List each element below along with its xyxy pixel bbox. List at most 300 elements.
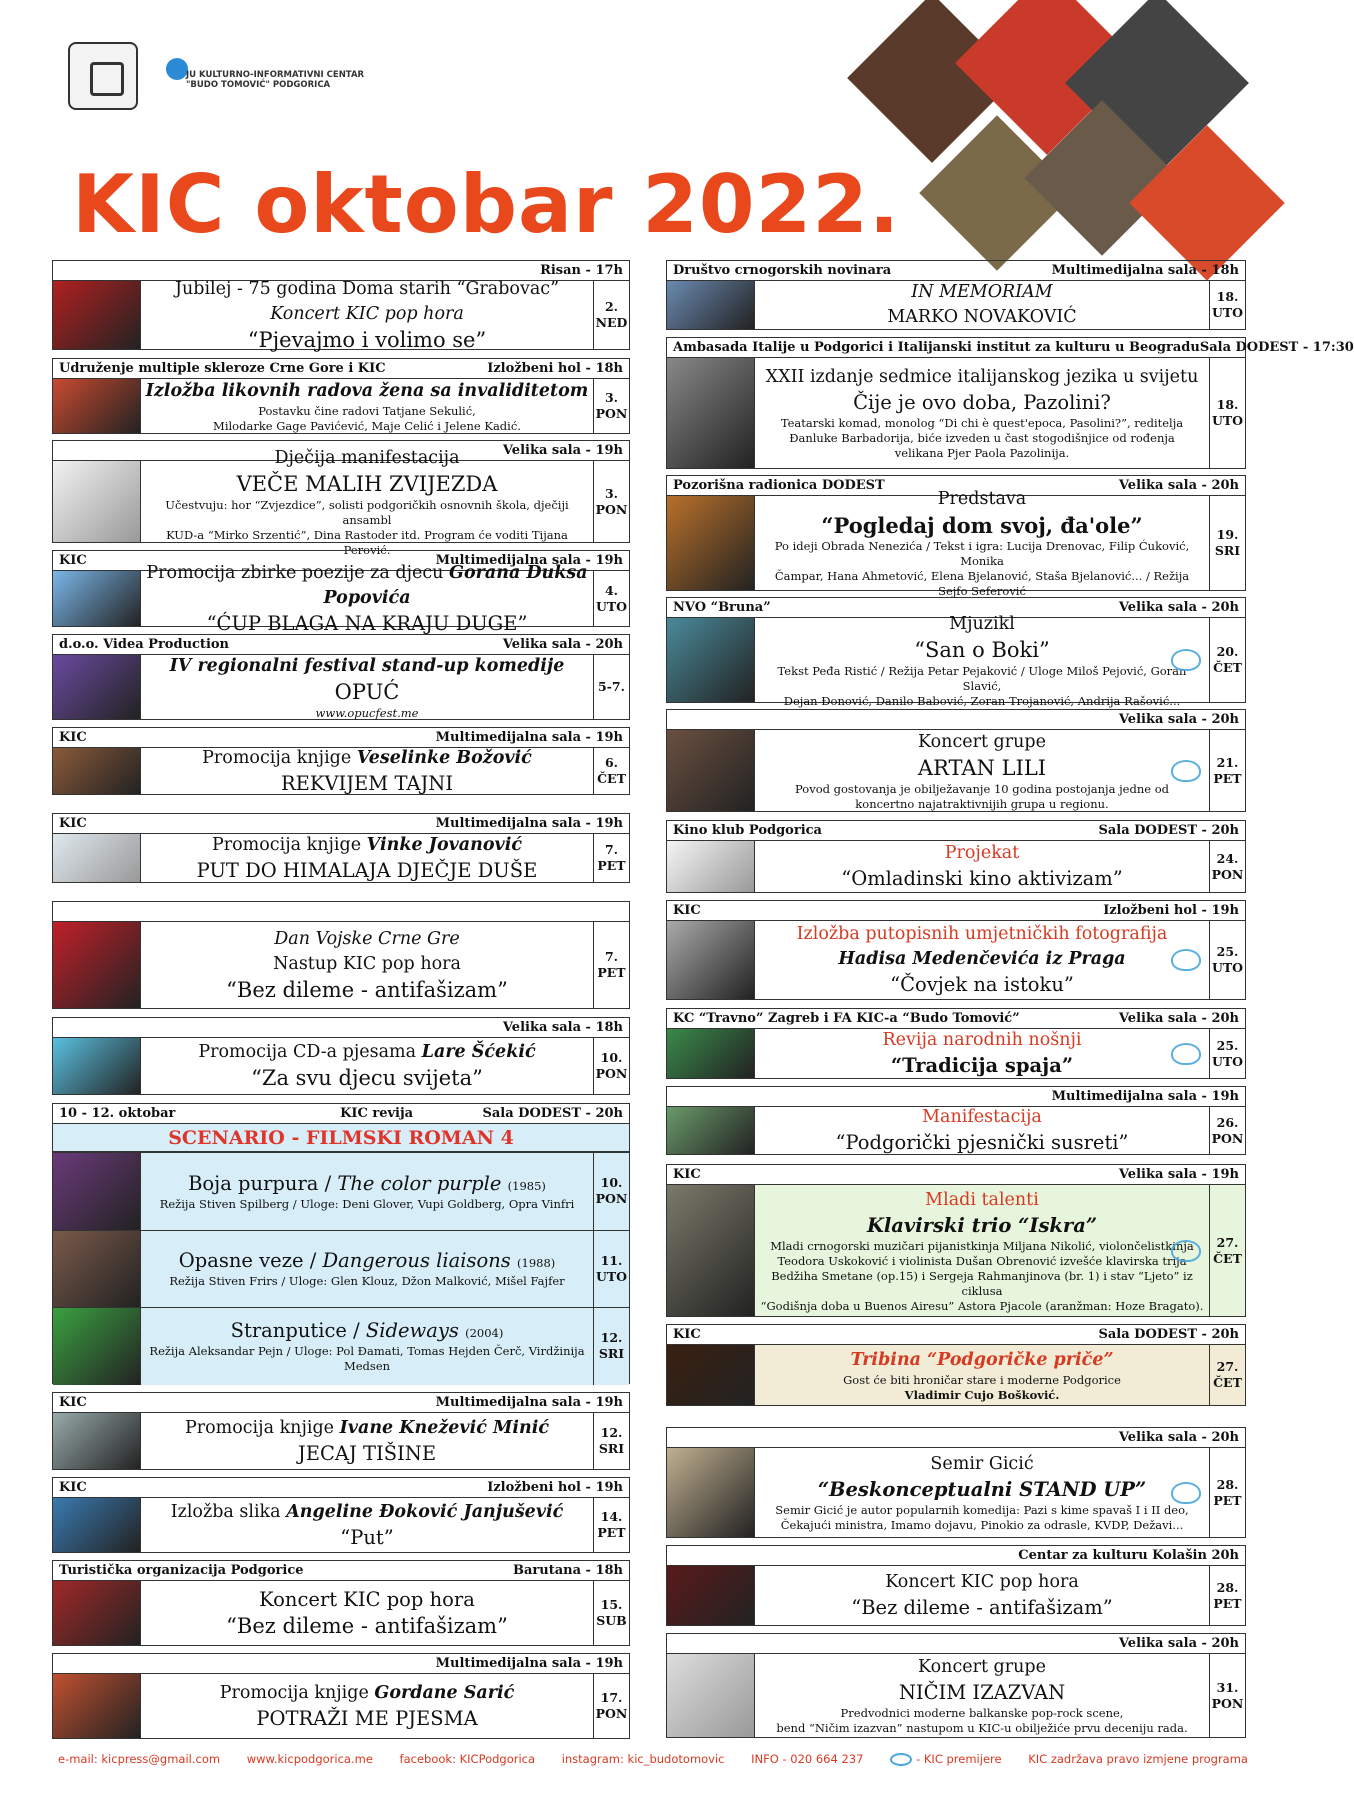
org-line-1: JU KULTURNO-INFORMATIVNI CENTAR [186,70,365,80]
event-card[interactable] [666,900,1246,1000]
logo-area [68,42,368,114]
event-card[interactable] [666,1086,1246,1155]
film-separator: / [303,1249,323,1273]
event-card[interactable] [666,1427,1246,1538]
film-day-name: PON [595,1191,628,1207]
film-review-banner: SCENARIO - FILMSKI ROMAN 4 [53,1124,629,1152]
event-text-line: NIČIM IZAZVAN [898,1681,1066,1704]
event-date-number: 10. [600,1050,623,1065]
event-text-line [198,1040,535,1065]
event-date [1209,730,1245,811]
event-venue-time: Centar za kulturu Kolašin 20h [1018,1548,1239,1563]
event-thumbnail [53,1498,141,1552]
event-text-line: JECAJ TIŠINE [297,1441,437,1465]
event-organizer [59,1654,436,1673]
event-text-line: Izložba putopisnih umjetničkih fotografija [796,924,1168,944]
event-organizer: KIC [59,730,87,745]
event-venue-time: Velika sala - 20h [502,637,623,652]
film-date [593,1231,629,1308]
event-text-line: Izložba likovnih radova žena sa invaliditetom [145,380,589,401]
event-thumbnail [53,1674,141,1738]
event-venue-time: Risan - 17h [540,263,623,278]
event-date [1209,1448,1245,1537]
film-separator: / [346,1319,366,1343]
event-card[interactable] [666,475,1246,598]
event-date [1209,921,1245,999]
event-body [667,1107,1245,1154]
event-card[interactable] [52,813,630,883]
event-date [593,1581,629,1645]
film-date [593,1153,629,1230]
event-card[interactable] [52,1477,630,1553]
event-text-line: “Pjevajmo i volimo se” [247,327,487,352]
event-thumbnail [53,748,141,794]
event-card[interactable] [52,634,630,720]
event-card[interactable] [666,1633,1246,1738]
event-text-part: Promocija knjige [184,1417,335,1438]
event-body [667,489,1245,598]
event-date [1209,358,1245,468]
footer-premiere-legend [890,1752,1002,1766]
event-text-line: Gost će biti hroničar stare i moderne Podgorice [843,1372,1121,1387]
event-text-line: “Godišnja doba u Buenos Airesu” Astora Pjacole (aranžman: Hoze Bragato). [760,1298,1204,1313]
film-title-line [231,1318,504,1344]
event-day-name: SUB [596,1613,627,1628]
event-text-part: Promocija CD-a pjesama [198,1042,417,1062]
film-thumbnail [53,1231,141,1308]
event-text-line: Manifestacija [922,1107,1042,1127]
event-organizer: KIC [59,553,87,568]
event-thumbnail [667,281,755,329]
event-date [593,379,629,433]
event-text-part: Ivane Knežević Minić [339,1417,550,1438]
event-date-number: 26. [1216,1114,1239,1130]
event-content [755,1107,1209,1154]
event-organizer [673,1634,1119,1653]
event-header [53,359,629,379]
event-content [141,1498,593,1552]
premiere-heart-icon [1171,1043,1201,1065]
event-text-line: Koncert KIC pop hora [885,1572,1079,1592]
event-thumbnail [667,618,755,702]
event-date-number: 20. [1216,644,1239,659]
event-text-line: “ĆUP BLAGA NA KRAJU DUGE” [206,611,528,635]
event-thumbnail [667,1345,755,1405]
event-header [53,814,629,834]
footer [58,1752,1248,1766]
premiere-label: - KIC premijere [916,1752,1002,1766]
event-card[interactable] [666,337,1354,469]
event-day-name: SRI [598,1441,625,1456]
event-text-line: koncertno najatraktivnijih grupa u regionu. [855,796,1109,811]
header-photo-mosaic [832,28,1244,260]
event-date [593,281,629,349]
event-date-number: 24. [1216,850,1239,866]
event-day-name: PON [595,1706,628,1721]
event-text-line: Mladi talenti [925,1189,1039,1210]
footer-instagram[interactable]: instagram: kic_budotomovic [561,1752,725,1766]
event-day-name: PON [1211,866,1244,882]
event-thumbnail [53,922,141,1008]
event-text-line: Dječija manifestacija [274,447,460,468]
event-date-number: 27. [1216,1234,1239,1250]
event-organizer [673,710,1119,729]
event-content [141,655,593,719]
event-text-line: Predvodnici moderne balkanske pop-rock scene, [840,1706,1124,1720]
event-text-line: Učestvuju: hor “Zvjezdice”, solisti podgoričkih osnovnih škola, dječiji ansambl [165,497,569,527]
event-thumbnail [667,358,755,468]
event-venue-time: Velika sala - 18h [502,1020,623,1035]
event-venue-time: Multimedijalna sala - 19h [435,816,623,831]
event-text-line: “Beskonceptualni STAND UP” [817,1478,1147,1501]
footer-info: INFO - 020 664 237 [751,1752,864,1766]
event-body [53,834,629,882]
event-thumbnail [53,281,141,349]
event-header [667,710,1245,730]
event-venue-time: Sala DODEST - 20h [1098,1327,1239,1342]
event-text-line: Hadisa Medenčevića iz Praga [838,949,1126,969]
event-day-name: PON [595,406,628,421]
film-separator: / [318,1171,338,1195]
event-header [53,1478,629,1498]
event-thumbnail [667,1107,755,1154]
event-header [667,1165,1245,1185]
event-text-line: Tribina “Podgoričke priče” [850,1349,1114,1370]
event-thumbnail [667,730,755,811]
event-day-name: ČET [1213,1250,1242,1266]
event-day-name: NED [595,315,628,330]
event-card[interactable] [52,1017,630,1095]
event-venue-time: Velika sala - 20h [1118,1430,1239,1445]
event-thumbnail [667,1029,755,1078]
event-text-line: “Put” [340,1525,394,1549]
event-body [667,613,1245,708]
film-original-title: The color purple [337,1171,502,1195]
event-date-number: 28. [1216,1579,1239,1595]
event-text-line: Čekajući ministra, Imamo dojavu, Pinokio za odrasle, KVDP, Dežavi... [780,1518,1184,1532]
event-text-line: Semir Gicić [930,1454,1034,1474]
event-body [667,1345,1245,1405]
event-text-part: Izložba slika [170,1501,281,1522]
event-organizer: Društvo crnogorskih novinara [673,263,892,278]
event-header [53,635,629,655]
event-date-number: 7. [604,949,619,964]
event-text-line [171,1500,564,1525]
event-date [1209,1029,1245,1078]
event-organizer [59,902,623,921]
event-date [593,1413,629,1469]
event-body [667,730,1245,811]
event-date [1209,841,1245,892]
event-day-name: PET [597,858,626,873]
org-line-2: "BUDO TOMOVIĆ" PODGORICA [186,80,331,90]
event-content [755,1654,1209,1737]
film-content [141,1153,593,1230]
event-text-line: Teodora Uskoković i violinista Dušan Obrenović izvešće klavirska trija [777,1253,1187,1268]
event-body [667,281,1245,329]
event-thumbnail [667,496,755,590]
event-day-name: SRI [1214,543,1241,558]
film-original-title: Sideways [365,1319,459,1343]
event-card[interactable] [52,1560,630,1646]
event-text-part: Angeline Đoković Janjušević [286,1501,564,1522]
event-text-line: Po ideji Obrada Nenezića / Tekst i igra: Lucija Drenovac, Filip Ćuković, Monika [774,539,1190,568]
footer-website[interactable]: www.kicpodgorica.me [246,1752,373,1766]
event-day-name: UTO [1211,1053,1244,1069]
event-date [1209,1107,1245,1154]
event-text-line: “Pogledaj dom svoj, đa'ole” [821,513,1143,538]
event-card[interactable] [666,1324,1246,1406]
event-date-number: 21. [1216,754,1239,770]
event-content [141,748,593,794]
event-venue-time: Velika sala - 19h [1118,1167,1239,1182]
event-venue-time: Multimedijalna sala - 19h [435,1656,623,1671]
event-card[interactable] [52,260,630,350]
event-date-number: 6. [604,755,619,770]
event-card[interactable] [666,260,1246,330]
event-text-line: “Čovjek na istoku” [890,973,1074,996]
event-content [141,562,593,635]
event-content [141,1413,593,1469]
event-header [667,1009,1245,1029]
event-organizer: KIC [673,1327,701,1342]
event-card[interactable] [52,901,630,1009]
event-card[interactable] [666,1008,1246,1079]
event-text-line: velikana Pjer Paola Pazolinija. [894,446,1070,460]
event-body [667,1566,1245,1625]
event-body [53,655,629,719]
event-thumbnail [667,1654,755,1737]
event-date-number: 25. [1216,1037,1239,1053]
event-text-line: Milodarke Gage Pavićević, Maje Celić i Jelene Kadić. [213,418,521,433]
event-date [1209,1566,1245,1625]
film-title-line [188,1171,546,1197]
event-text-line: bend “Ničim izazvan” nastupom u KIC-u obilježiće prvu deceniju rada. [776,1721,1188,1735]
event-content [141,922,593,1008]
event-date-number: 15. [600,1597,623,1612]
event-day-name: PON [1211,1695,1244,1711]
org-name [186,70,364,90]
event-content [141,1674,593,1738]
event-body [667,921,1245,999]
event-thumbnail [53,379,141,433]
event-body [53,1413,629,1469]
event-text-part: Vinke Jovanović [366,834,522,855]
event-organizer: Udruženje multiple skleroze Crne Gore i KIC [59,361,386,376]
film-title: Boja purpura [188,1171,319,1195]
event-text-part: Gorana Duksa Popovića [323,562,588,608]
footer-email[interactable]: e-mail: kicpress@gmail.com [58,1752,221,1766]
event-body [667,841,1245,892]
event-venue-time: Multimedijalna sala - 19h [1051,1089,1239,1104]
event-date-number: 28. [1216,1476,1239,1492]
event-venue-time: Velika sala - 19h [502,443,623,458]
event-body [667,1029,1245,1078]
event-day-name: PET [1213,1595,1242,1611]
event-header [53,902,629,922]
event-thumbnail [53,834,141,882]
film-title-line [179,1248,556,1274]
event-header [53,1561,629,1581]
event-text-line: POTRAŽI ME PJESMA [256,1706,478,1730]
film-original-title: Dangerous liaisons [322,1249,511,1273]
film-year: (2004) [465,1326,504,1341]
event-card[interactable] [666,709,1246,812]
film-thumbnail [53,1153,141,1230]
event-date [1209,618,1245,702]
film-row[interactable] [53,1152,629,1230]
event-day-name: PON [595,501,628,517]
event-body [667,1185,1245,1316]
event-card[interactable] [52,1653,630,1739]
film-date-number: 10. [600,1175,623,1191]
event-card[interactable] [52,1392,630,1470]
event-text-line: “Za svu djecu svijeta” [251,1066,483,1090]
event-date [593,1038,629,1094]
event-header [53,1018,629,1038]
film-review-title: KIC revija [340,1106,414,1121]
event-date-number: 3. [604,390,619,405]
event-organizer [673,1546,1018,1565]
event-venue-time: Izložbeni hol - 19h [487,1480,623,1495]
film-credits: Režija Stiven Frirs / Uloge: Glen Klouz, Džon Malković, Mišel Fajfer [169,1274,565,1289]
event-date-number: 4. [604,582,619,598]
event-content [755,1566,1209,1625]
film-review-card[interactable] [52,1103,630,1384]
event-text-line: Klavirski trio “Iskra” [866,1213,1098,1237]
event-date [1209,1654,1245,1737]
event-text-part: Promocija zbirke poezije za djecu [146,562,444,583]
event-thumbnail [53,461,141,542]
film-day-name: UTO [595,1268,628,1284]
event-text-line: KUD-a “Mirko Srzentić”, Dina Rastoder itd. Program će voditi Tijana Perović. [166,527,568,557]
film-content [141,1231,593,1308]
film-thumbnail [53,1308,141,1385]
event-content [755,358,1209,468]
event-text-line: MARKO NOVAKOVIĆ [887,307,1077,327]
event-text-line: ARTAN LILI [917,755,1047,780]
event-day-name: UTO [595,598,628,614]
event-content [755,1345,1209,1405]
event-body [53,379,629,433]
footer-note: KIC zadržava pravo izmjene programa [1028,1752,1248,1766]
event-content [141,379,593,433]
event-header [667,1428,1245,1448]
event-text-line: “Podgorički pjesnički susreti” [835,1131,1129,1154]
event-text-line: VEČE MALIH ZVIJEZDA [236,471,498,496]
film-row[interactable] [53,1307,629,1385]
event-text-line: Čije je ovo doba, Pazolini? [853,391,1111,414]
event-venue-time: Multimedijalna sala - 19h [435,730,623,745]
event-card[interactable] [52,550,630,635]
event-header [53,1654,629,1674]
event-date-number: 17. [600,1690,623,1705]
event-card[interactable] [52,727,630,795]
event-date [1209,496,1245,590]
film-review-dates: 10 - 12. oktobar [59,1106,176,1121]
event-card[interactable] [666,1164,1246,1317]
event-venue-time: Velika sala - 20h [1118,478,1239,493]
footer-facebook[interactable]: facebook: KICPodgorica [399,1752,536,1766]
event-text-line: Teatarski komad, monolog “Di chi è quest'epoca, Pasolini?”, rediteljа [780,416,1184,430]
event-text-line: Đanluke Barbadorija, biće izveden u čast stogodišnjice od rođenja [789,431,1175,445]
event-thumbnail [53,1413,141,1469]
event-thumbnail [667,1185,755,1316]
event-text-line: Koncert grupe [918,731,1046,752]
event-text-line: PUT DO HIMALAJA DJEČJE DUŠE [196,858,538,882]
event-organizer: Turistička organizacija Podgorice [59,1563,304,1578]
film-year: (1985) [507,1178,546,1193]
event-header [667,261,1245,281]
film-title: Opasne veze [178,1249,304,1273]
event-header [667,1634,1245,1654]
event-date-number: 14. [600,1509,623,1524]
event-text-line: “Tradicija spaja” [890,1054,1074,1077]
event-text-line [202,746,532,771]
event-day-name: UTO [1211,413,1244,428]
event-date [1209,281,1245,329]
film-row[interactable] [53,1230,629,1308]
event-content [141,1581,593,1645]
event-header [667,901,1245,921]
event-day-name: ČET [1213,660,1242,675]
heart-icon [890,1753,912,1766]
event-venue-time: Multimedijalna sala - 19h [435,553,623,568]
event-organizer: Ambasada Italije u Podgorici i Italijanski institut za kulturu u Beogradu [673,340,1200,355]
event-thumbnail [53,1581,141,1645]
event-card[interactable] [666,597,1246,708]
premiere-heart-icon [1171,760,1201,782]
premiere-heart-icon [1171,1240,1201,1262]
event-text-line [220,1681,515,1706]
event-text-line: OPUĆ [334,679,400,704]
event-venue-time: Velika sala - 20h [1118,600,1239,615]
event-organizer: KIC [673,1167,701,1182]
event-text-line: Nastup KIC pop hora [273,953,461,974]
event-organizer: d.o.o. Videa Production [59,637,230,652]
event-text-line: REKVIJEM TAJNI [280,771,454,795]
event-text-line: IV regionalni festival stand-up komedije [169,655,565,676]
film-date-number: 12. [600,1330,623,1346]
film-content [141,1308,593,1385]
event-organizer: KIC [673,903,701,918]
event-text-line: “Bez dileme - antifašizam” [226,977,508,1002]
event-thumbnail [667,921,755,999]
event-card[interactable] [52,440,630,557]
event-day-name: ČET [597,771,626,786]
event-body [53,1674,629,1738]
event-date-number: 25. [1216,944,1239,959]
film-credits: Režija Aleksandar Pejn / Uloge: Pol Đamati, Tomas Hejden Čerč, Virdžinija Medsen [149,1344,585,1374]
event-venue-time: Barutana - 18h [512,1563,623,1578]
event-text-line: Koncert KIC pop hora [270,303,464,324]
event-content [755,489,1209,598]
event-header [53,1393,629,1413]
event-content [141,1038,593,1094]
event-text-part: Gordane Sarić [374,1682,515,1703]
event-body [53,562,629,635]
event-card[interactable] [666,1545,1246,1626]
event-body [53,1498,629,1552]
event-text-line: Bedžiha Smetane (op.15) i Sergeja Rahmanjinova (br. 1) i stav “Ljeto” iz ciklusa [771,1268,1193,1298]
event-day-name: ČET [1213,1375,1242,1390]
event-date [593,748,629,794]
event-day-name: PON [595,1066,628,1081]
event-card[interactable] [666,820,1246,893]
premiere-heart-icon [1171,649,1201,671]
film-date [593,1308,629,1385]
event-card[interactable] [52,358,630,434]
